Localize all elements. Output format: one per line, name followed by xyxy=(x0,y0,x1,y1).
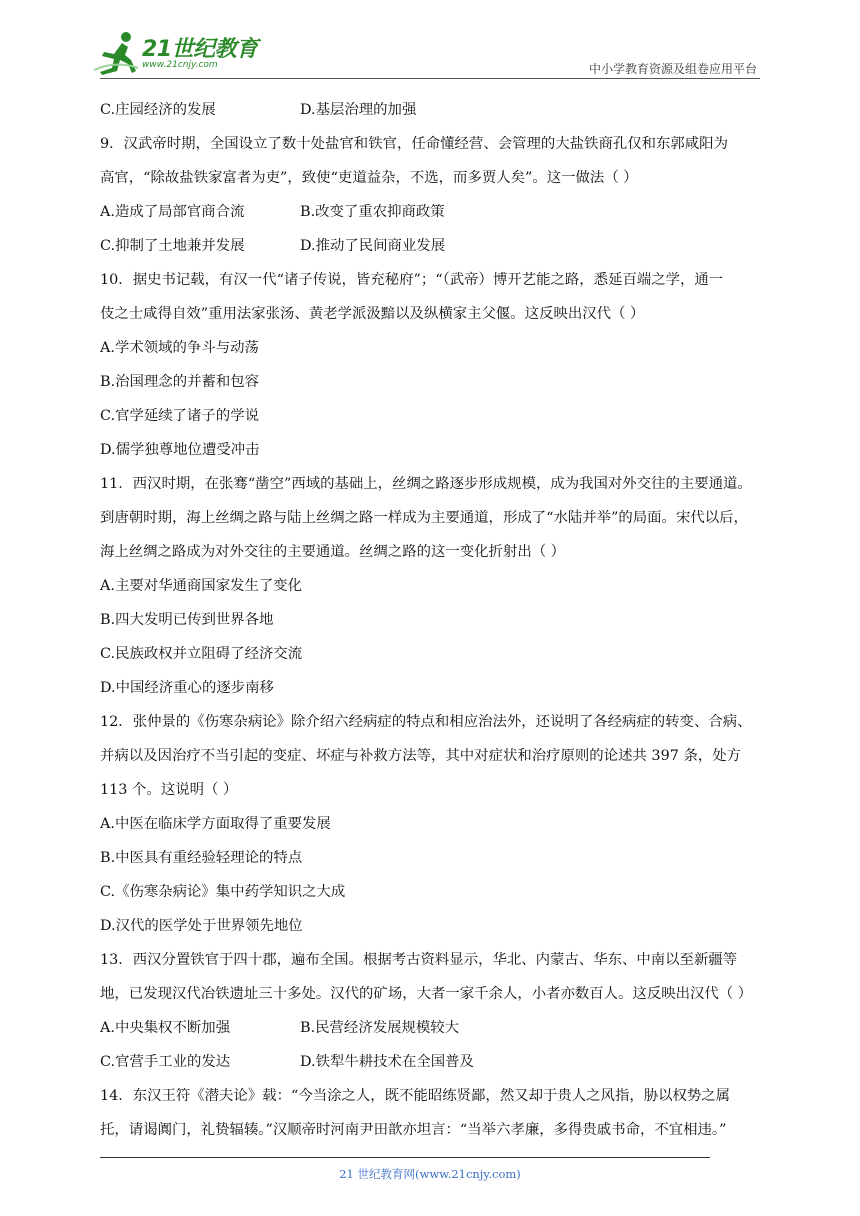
runner-logo-icon xyxy=(92,30,140,76)
text-line: 13．西汉分置铁官于四十郡，遍布全国。根据考古资料显示，华北、内蒙古、华东、中南以至新疆等 xyxy=(100,952,738,968)
text-line: C.民族政权并立阻碍了经济交流 xyxy=(100,646,303,662)
page-header xyxy=(0,0,860,90)
text-line: 14．东汉王符《潜夫论》载：“今当涂之人，既不能昭练贤鄙，然又却于贵人之风指，胁以权势之属 xyxy=(100,1088,731,1104)
question-content xyxy=(100,100,764,1154)
header-divider xyxy=(100,78,760,79)
text-line: 伎之士咸得自效”重用法家张汤、黄老学派汲黯以及纵横家主父偃。这反映出汉代（ ） xyxy=(100,306,645,322)
text-line: 9．汉武帝时期，全国设立了数十处盐官和铁官，任命懂经营、会管理的大盐铁商孔仅和东郭咸阳为 xyxy=(100,136,728,152)
footer-text: 21 世纪教育网(www.21cnjy.com) xyxy=(339,1167,521,1181)
option-row xyxy=(100,100,764,120)
text-line: B.中医具有重经验轻理论的特点 xyxy=(100,850,303,866)
logo-url: www.21cnjy.com xyxy=(142,60,218,70)
text-line: 地，已发现汉代冶铁遗址三十多处。汉代的矿场，大者一家千余人，小者亦数百人。这反映出汉代（ ） xyxy=(100,986,753,1002)
text-line: 10．据史书记载，有汉一代“诸子传说，皆充秘府”；“（武帝）博开艺能之路，悉延百端之学，通一 xyxy=(100,272,724,288)
option-text: C.抑制了土地兼并发展 xyxy=(100,238,245,254)
footer-divider xyxy=(100,1157,710,1158)
platform-name: 中小学教育资源及组卷应用平台 xyxy=(588,62,757,76)
option-row xyxy=(100,1052,764,1072)
option-text: C.官营手工业的发达 xyxy=(100,1054,231,1070)
text-line: C.《伤寒杂病论》集中药学知识之大成 xyxy=(100,884,346,900)
text-line: A.主要对华通商国家发生了变化 xyxy=(100,578,303,594)
text-line: 并病以及因治疗不当引起的变症、坏症与补救方法等，其中对症状和治疗原则的论述共 397 条，处方 xyxy=(100,748,742,764)
option-row xyxy=(100,236,764,256)
text-line: B.治国理念的并蓄和包容 xyxy=(100,374,260,390)
option-text: A.造成了局部官商合流 xyxy=(100,204,245,220)
logo-text: 21世纪教育 xyxy=(142,37,258,62)
option-text: D.推动了民间商业发展 xyxy=(300,238,446,254)
text-line: A.中医在临床学方面取得了重要发展 xyxy=(100,816,331,832)
text-line: D.儒学独尊地位遭受冲击 xyxy=(100,442,260,458)
text-line: B.四大发明已传到世界各地 xyxy=(100,612,274,628)
text-line: 海上丝绸之路成为对外交往的主要通道。丝绸之路的这一变化折射出（ ） xyxy=(100,544,566,560)
option-row xyxy=(100,1018,764,1038)
option-row xyxy=(100,202,764,222)
option-text: C.庄园经济的发展 xyxy=(100,102,216,118)
text-line: 托，请谒阗门，礼贽辐辏。”汉顺帝时河南尹田歆亦坦言：“当举六孝廉，多得贵戚书命，不宜相违。” xyxy=(100,1122,727,1138)
text-line: 113 个。这说明（ ） xyxy=(100,782,238,798)
text-line: 高官，“除故盐铁家富者为吏”，致使“吏道益杂，不选，而多贾人矣”。这一做法（ ） xyxy=(100,170,638,186)
option-text: D.基层治理的加强 xyxy=(300,102,417,118)
option-text: D.铁犁牛耕技术在全国普及 xyxy=(300,1054,474,1070)
text-line: C.官学延续了诸子的学说 xyxy=(100,408,259,424)
text-line: 12．张仲景的《伤寒杂病论》除介绍六经病症的特点和相应治法外，还说明了各经病症的转变、合病、 xyxy=(100,714,752,730)
text-line: 11．西汉时期，在张骞“凿空”西域的基础上，丝绸之路逐步形成规模，成为我国对外交往的主要通道。 xyxy=(100,476,752,492)
text-line: 到唐朝时期，海上丝绸之路与陆上丝绸之路一样成为主要通道，形成了“水陆并举”的局面。宋代以后， xyxy=(100,510,748,526)
text-line: D.汉代的医学处于世界领先地位 xyxy=(100,918,303,934)
text-line: D.中国经济重心的逐步南移 xyxy=(100,680,274,696)
option-text: A.中央集权不断加强 xyxy=(100,1020,231,1036)
option-text: B.改变了重农抑商政策 xyxy=(300,204,445,220)
logo xyxy=(92,30,262,80)
text-line: A.学术领域的争斗与动荡 xyxy=(100,340,259,356)
option-text: B.民营经济发展规模较大 xyxy=(300,1020,460,1036)
